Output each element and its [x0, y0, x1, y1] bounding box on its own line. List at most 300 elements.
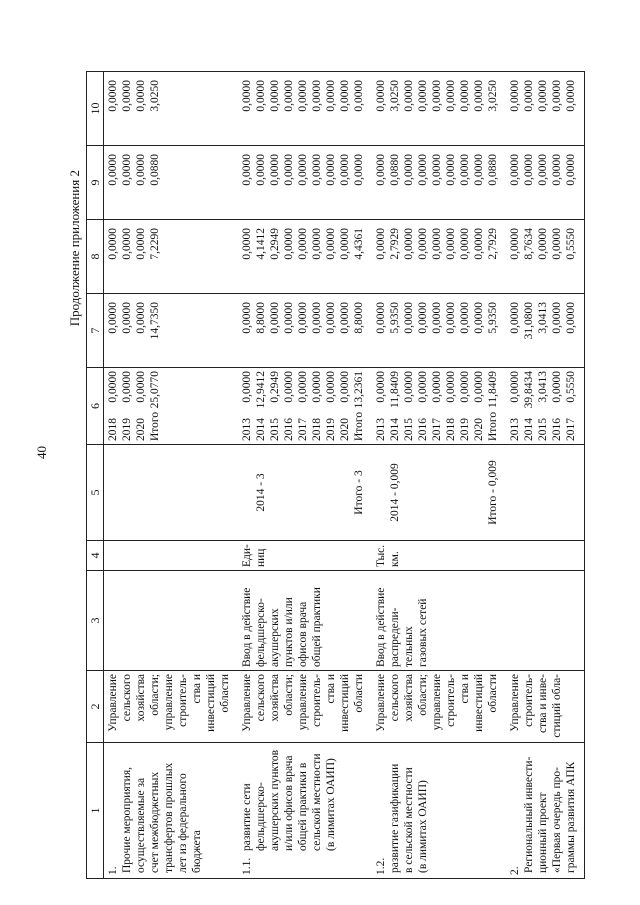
value-line: 0,0000 [269, 154, 281, 186]
header-cell: 9 [87, 146, 104, 220]
value-line: 0,0000 [417, 154, 429, 186]
period-cell [104, 445, 239, 541]
executor-line: стиций обла- [551, 674, 563, 738]
period-value: 2014 - 0,009 [389, 463, 401, 522]
value-line: 0,0000 [297, 302, 309, 334]
activity-name-line: и/или офисов врача [283, 755, 295, 851]
unit-cell [238, 541, 372, 571]
indicator-cell [506, 571, 585, 671]
value-line: 0,0000 [537, 80, 549, 112]
indicator-line: офисов врача [297, 601, 309, 667]
value-cell [506, 294, 585, 368]
activity-name-line: «Первая очередь про- [551, 767, 563, 873]
year-label: 2016 [551, 418, 563, 441]
funding-wrap [240, 371, 366, 441]
activity-name-line: граммы развития АПК [565, 761, 577, 873]
spacer [282, 448, 296, 537]
year-label: 2019 [459, 418, 471, 441]
value-cell [238, 294, 372, 368]
value-line: 0,0000 [565, 80, 577, 112]
value-line: 0,0000 [283, 302, 295, 334]
value-line: 5,9350 [389, 302, 401, 334]
executor-line: сельского [255, 674, 267, 722]
year-label: 2014 [523, 418, 535, 441]
year-label: 2020 [473, 418, 485, 441]
activity-name-line: (в лимитах ОАИП) [417, 780, 429, 873]
executor-line: ства и [191, 674, 203, 704]
spacer [338, 448, 352, 537]
total-value: 0,0000 [107, 371, 119, 403]
value-line: 0,0000 [283, 228, 295, 260]
value-cell [506, 72, 585, 146]
value-line: 31,0800 [523, 302, 535, 340]
executor-line: строитель- [177, 674, 189, 727]
value-line: 4,4361 [353, 228, 365, 260]
executor-line: ства и инве- [537, 674, 549, 734]
indicator-cell [238, 571, 372, 671]
value-line: 0,0000 [283, 80, 295, 112]
year-label: 2017 [297, 418, 309, 441]
executor-cell [104, 671, 239, 743]
value-line: 0,0000 [121, 80, 133, 112]
executor-line: строитель- [311, 674, 323, 727]
value-line: 0,0000 [431, 302, 443, 334]
spacer [472, 448, 486, 537]
activity-cell [104, 743, 239, 879]
total-values [508, 371, 578, 408]
executor-line: хозяйства [403, 674, 415, 722]
total-values [106, 371, 162, 408]
value-line: 0,0000 [283, 154, 295, 186]
value-line: 3,0413 [537, 302, 549, 334]
table-body [104, 72, 585, 879]
value-line: 0,0000 [269, 80, 281, 112]
total-value: 0,0000 [551, 371, 563, 403]
total-value: 0,0000 [297, 371, 309, 403]
indicator-line: акушерских [269, 608, 281, 667]
value-line: 0,0000 [311, 80, 323, 112]
indicator-cell [372, 571, 506, 671]
year-label: 2017 [565, 418, 577, 441]
value-line: 0,0000 [311, 228, 323, 260]
executor-line: области [353, 674, 365, 713]
period-cell [372, 445, 506, 541]
year-list [240, 412, 366, 441]
executor-line: сельского [389, 674, 401, 722]
period-value: 2014 - 3 [255, 473, 267, 512]
year-label: 2014 [389, 418, 401, 441]
value-line: 0,0000 [241, 80, 253, 112]
total-value: 39,8434 [523, 371, 535, 409]
value-line: 5,9350 [487, 302, 499, 334]
unit-line: Тыс. [375, 544, 387, 567]
value-line: 14,7350 [149, 302, 161, 340]
activity-name-line: в сельской местности [403, 767, 415, 873]
value-line: 0,0000 [445, 228, 457, 260]
executor-line: управление [297, 674, 309, 731]
header-cell: 3 [87, 571, 104, 671]
total-value: 0,2949 [269, 371, 281, 403]
period-cell [506, 445, 585, 541]
value-line: 0,0000 [353, 80, 365, 112]
value-line: 0,0000 [339, 80, 351, 112]
funding-cell [506, 368, 585, 445]
total-value: 0,0000 [403, 371, 415, 403]
executor-line: сельского [121, 674, 133, 722]
spacer [416, 448, 430, 537]
activity-name-line: общей практики в [297, 762, 309, 851]
value-line: 0,0000 [107, 228, 119, 260]
value-cell [104, 72, 239, 146]
year-label: 2015 [537, 418, 549, 441]
activity-name [240, 750, 338, 853]
value-line: 0,0000 [509, 154, 521, 186]
value-line: 0,0000 [565, 154, 577, 186]
value-cell [506, 146, 585, 220]
value-line: 0,0000 [241, 302, 253, 334]
year-label: 2018 [311, 418, 323, 441]
activity-name-line: осуществляемые за [135, 777, 147, 873]
funding-wrap [374, 371, 500, 441]
value-line: 3,0250 [389, 80, 401, 112]
funding-wrap [106, 371, 162, 441]
value-line: 0,0000 [431, 228, 443, 260]
value-line: 0,0000 [107, 302, 119, 334]
value-line: 2,7929 [389, 228, 401, 260]
value-line: 0,0000 [135, 228, 147, 260]
activity-name [522, 757, 578, 875]
value-line: 0,0000 [509, 302, 521, 334]
total-value: 0,0000 [325, 371, 337, 403]
activity-name [388, 764, 430, 875]
year-label: 2017 [431, 418, 443, 441]
value-line: 0,0000 [509, 80, 521, 112]
value-line: 0,0880 [487, 154, 499, 186]
value-line: 0,0000 [537, 228, 549, 260]
total-values [374, 371, 500, 408]
value-line: 0,0000 [417, 228, 429, 260]
value-line: 0,0000 [551, 80, 563, 112]
activity-name-line: развитие сети [241, 783, 253, 851]
value-line: 0,0000 [297, 154, 309, 186]
year-label: 2013 [509, 418, 521, 441]
executor-line: области [487, 674, 499, 713]
value-line: 8,7634 [523, 228, 535, 260]
year-label: 2016 [417, 418, 429, 441]
program-table [86, 71, 585, 879]
executor-line: Управление [375, 674, 387, 732]
value-line: 0,5550 [565, 228, 577, 260]
value-line: 0,0000 [311, 302, 323, 334]
value-line: 3,0250 [149, 80, 161, 112]
indicator-line: пунктов и/или [283, 597, 295, 667]
total-value: 0,0000 [509, 371, 521, 403]
spacer [458, 448, 472, 537]
activity-name-line: акушерских пунктов [269, 749, 281, 851]
executor-line: управление [431, 674, 443, 731]
value-line: 0,0000 [403, 228, 415, 260]
value-line: 0,0000 [297, 228, 309, 260]
value-line: 0,0000 [431, 80, 443, 112]
activity-name-line: Региональный инвести- [523, 756, 535, 873]
activity-name-line: трансфертов прошлых [163, 762, 175, 873]
value-line: 0,0000 [473, 80, 485, 112]
table-row [104, 72, 239, 879]
funding-wrap [508, 371, 578, 441]
value-line: 8,8000 [353, 302, 365, 334]
year-label: Итого [353, 411, 365, 441]
indicator-line: общей практики [311, 587, 323, 667]
value-line: 3,0250 [487, 80, 499, 112]
activity-name-line: счет межбюджетных [149, 771, 161, 873]
total-value: 0,0000 [473, 371, 485, 403]
total-value: 0,0000 [445, 371, 457, 403]
indicator-line: Ввод в действие [241, 587, 253, 667]
executor-line: хозяйства [135, 674, 147, 722]
total-value: 11,8409 [487, 371, 499, 408]
value-line: 0,0000 [375, 80, 387, 112]
activity-name-line: (в лимитах ОАИП) [325, 758, 337, 851]
value-line: 0,0000 [431, 154, 443, 186]
spacer [430, 448, 444, 537]
executor-cell [238, 671, 372, 743]
total-value: 0,0000 [339, 371, 351, 403]
value-line: 0,0000 [551, 302, 563, 334]
value-line: 0,0000 [121, 228, 133, 260]
table-row [238, 72, 372, 879]
executor-line: управление [163, 674, 175, 731]
indicator-line: газовых сетей [417, 598, 429, 667]
executor-line: области; [283, 674, 295, 716]
executor-line: ства и [459, 674, 471, 704]
total-value: 11,8409 [389, 371, 401, 408]
activity-cell [372, 743, 506, 879]
appendix-caption: Продолжение приложения 2 [67, 170, 82, 327]
period-total: Итого - 0,009 [487, 460, 499, 525]
value-line: 0,0000 [565, 302, 577, 334]
value-line: 0,0000 [269, 302, 281, 334]
indicator-line: фельдшерско- [255, 598, 267, 667]
total-value: 0,0000 [311, 371, 323, 403]
value-line: 0,0000 [135, 154, 147, 186]
activity-name [120, 763, 204, 875]
value-line: 0,0000 [375, 228, 387, 260]
value-line: 7,2290 [149, 228, 161, 260]
value-line: 0,0000 [403, 302, 415, 334]
total-value: 13,2361 [353, 371, 365, 409]
executor-line: ства и [325, 674, 337, 704]
value-cell [238, 220, 372, 294]
spacer [268, 448, 282, 537]
value-line: 0,0000 [445, 302, 457, 334]
value-line: 0,0000 [459, 80, 471, 112]
total-values [240, 371, 366, 408]
year-label: 2018 [107, 418, 119, 441]
value-cell [104, 220, 239, 294]
activity-cell [238, 743, 372, 879]
year-label: 2014 [255, 418, 267, 441]
total-value: 0,0000 [283, 371, 295, 403]
page-number: 40 [34, 446, 49, 459]
total-value: 0,0000 [417, 371, 429, 403]
indicator-cell [104, 571, 239, 671]
executor-line: строитель- [445, 674, 457, 727]
year-label: 2013 [241, 418, 253, 441]
year-list [374, 412, 500, 441]
header-cell: 10 [87, 72, 104, 146]
spacer [240, 448, 254, 537]
value-cell [104, 294, 239, 368]
value-line: 0,0000 [311, 154, 323, 186]
value-line: 0,0000 [417, 302, 429, 334]
total-value: 25,0770 [149, 371, 161, 409]
value-line: 0,0000 [325, 154, 337, 186]
total-value: 0,0000 [431, 371, 443, 403]
unit-cell [104, 541, 239, 571]
funding-cell [238, 368, 372, 445]
activity-name-line: бюджета [191, 830, 203, 873]
spacer [374, 448, 388, 537]
unit-cell [372, 541, 506, 571]
year-label: 2020 [339, 418, 351, 441]
value-line: 0,0000 [417, 80, 429, 112]
executor-line: строитель- [523, 674, 535, 727]
spacer [444, 448, 458, 537]
value-line: 0,0000 [339, 228, 351, 260]
value-cell [372, 72, 506, 146]
year-label: Итого [487, 411, 499, 441]
executor-line: области; [417, 674, 429, 716]
value-cell [238, 146, 372, 220]
header-row [87, 72, 104, 879]
value-line: 0,0000 [459, 154, 471, 186]
value-line: 0,0000 [241, 228, 253, 260]
value-line: 0,0000 [459, 228, 471, 260]
executor-line: области; [149, 674, 161, 716]
indicator-line: тельных [403, 626, 415, 667]
funding-cell [104, 368, 239, 445]
header-cell: 5 [87, 445, 104, 541]
executor-cell [372, 671, 506, 743]
value-line: 8,8000 [255, 302, 267, 334]
value-line: 0,0000 [473, 302, 485, 334]
executor-line: инвестиций [473, 674, 485, 732]
value-line: 0,0880 [389, 154, 401, 186]
activity-name-line: развитие газификации [389, 763, 401, 873]
value-line: 0,0000 [473, 154, 485, 186]
value-line: 0,0000 [121, 302, 133, 334]
value-line: 0,0000 [375, 154, 387, 186]
table-row [506, 72, 585, 879]
activity-name-line: сельской местности [311, 753, 323, 851]
activity-name-line: фельдшерско- [255, 782, 267, 851]
value-cell [238, 72, 372, 146]
year-label: 2013 [375, 418, 387, 441]
value-cell [506, 220, 585, 294]
value-line: 0,0000 [445, 80, 457, 112]
value-line: 0,0880 [149, 154, 161, 186]
year-label: 2019 [325, 418, 337, 441]
value-line: 0,0000 [445, 154, 457, 186]
executor-line: инвестиций [205, 674, 217, 732]
header-cell: 8 [87, 220, 104, 294]
total-value: 0,0000 [121, 371, 133, 403]
year-label: 2015 [269, 418, 281, 441]
value-line: 0,0000 [135, 302, 147, 334]
value-line: 0,0000 [551, 228, 563, 260]
funding-cell [372, 368, 506, 445]
period-total: Итого - 3 [353, 470, 365, 515]
indicator-line: Ввод в действие [375, 587, 387, 667]
value-line: 0,0000 [325, 228, 337, 260]
header-cell: 1 [87, 743, 104, 879]
value-line: 0,0000 [107, 154, 119, 186]
activity-name-line: лет из федерального [177, 773, 189, 873]
value-line: 0,0000 [473, 228, 485, 260]
value-line: 0,0000 [403, 154, 415, 186]
unit-cell [506, 541, 585, 571]
spacer [324, 448, 338, 537]
value-line: 0,2949 [269, 228, 281, 260]
activity-name-line: Прочие мероприятия, [121, 767, 133, 873]
year-label: 2016 [283, 418, 295, 441]
total-value: 0,0000 [375, 371, 387, 403]
value-line: 0,0000 [375, 302, 387, 334]
table-row [372, 72, 506, 879]
unit-line: км. [389, 551, 401, 567]
executor-line: инвестиций [339, 674, 351, 732]
total-value: 0,5550 [565, 371, 577, 403]
value-line: 4,1412 [255, 228, 267, 260]
value-line: 0,0000 [339, 154, 351, 186]
value-line: 0,0000 [403, 80, 415, 112]
unit-line: ниц [255, 548, 267, 567]
year-list [106, 412, 162, 441]
value-cell [372, 294, 506, 368]
year-label: 2018 [445, 418, 457, 441]
executor-line: Управление [509, 674, 521, 732]
value-line: 0,0000 [353, 154, 365, 186]
value-line: 0,0000 [551, 154, 563, 186]
header-cell: 7 [87, 294, 104, 368]
row-number: 2. [509, 866, 521, 875]
activity-cell [506, 743, 585, 879]
total-value: 12,9412 [255, 371, 267, 409]
value-line: 0,0000 [255, 80, 267, 112]
indicator-line: распредели- [389, 607, 401, 667]
value-line: 0,0000 [537, 154, 549, 186]
value-cell [104, 146, 239, 220]
value-line: 0,0000 [509, 228, 521, 260]
year-list [508, 418, 578, 441]
period-cell [238, 445, 372, 541]
total-value: 3,0413 [537, 371, 549, 403]
value-line: 0,0000 [339, 302, 351, 334]
value-line: 0,0000 [523, 154, 535, 186]
spacer [310, 448, 324, 537]
value-cell [372, 220, 506, 294]
executor-cell [506, 671, 585, 743]
total-value: 0,0000 [459, 371, 471, 403]
value-line: 0,0000 [121, 154, 133, 186]
executor-line: Управление [241, 674, 253, 732]
row-number: 1. [107, 866, 119, 875]
activity-name-line: ционный проект [537, 792, 549, 873]
executor-line: области [219, 674, 231, 713]
value-line: 0,0000 [255, 154, 267, 186]
total-value: 0,0000 [241, 371, 253, 403]
value-line: 0,0000 [325, 302, 337, 334]
